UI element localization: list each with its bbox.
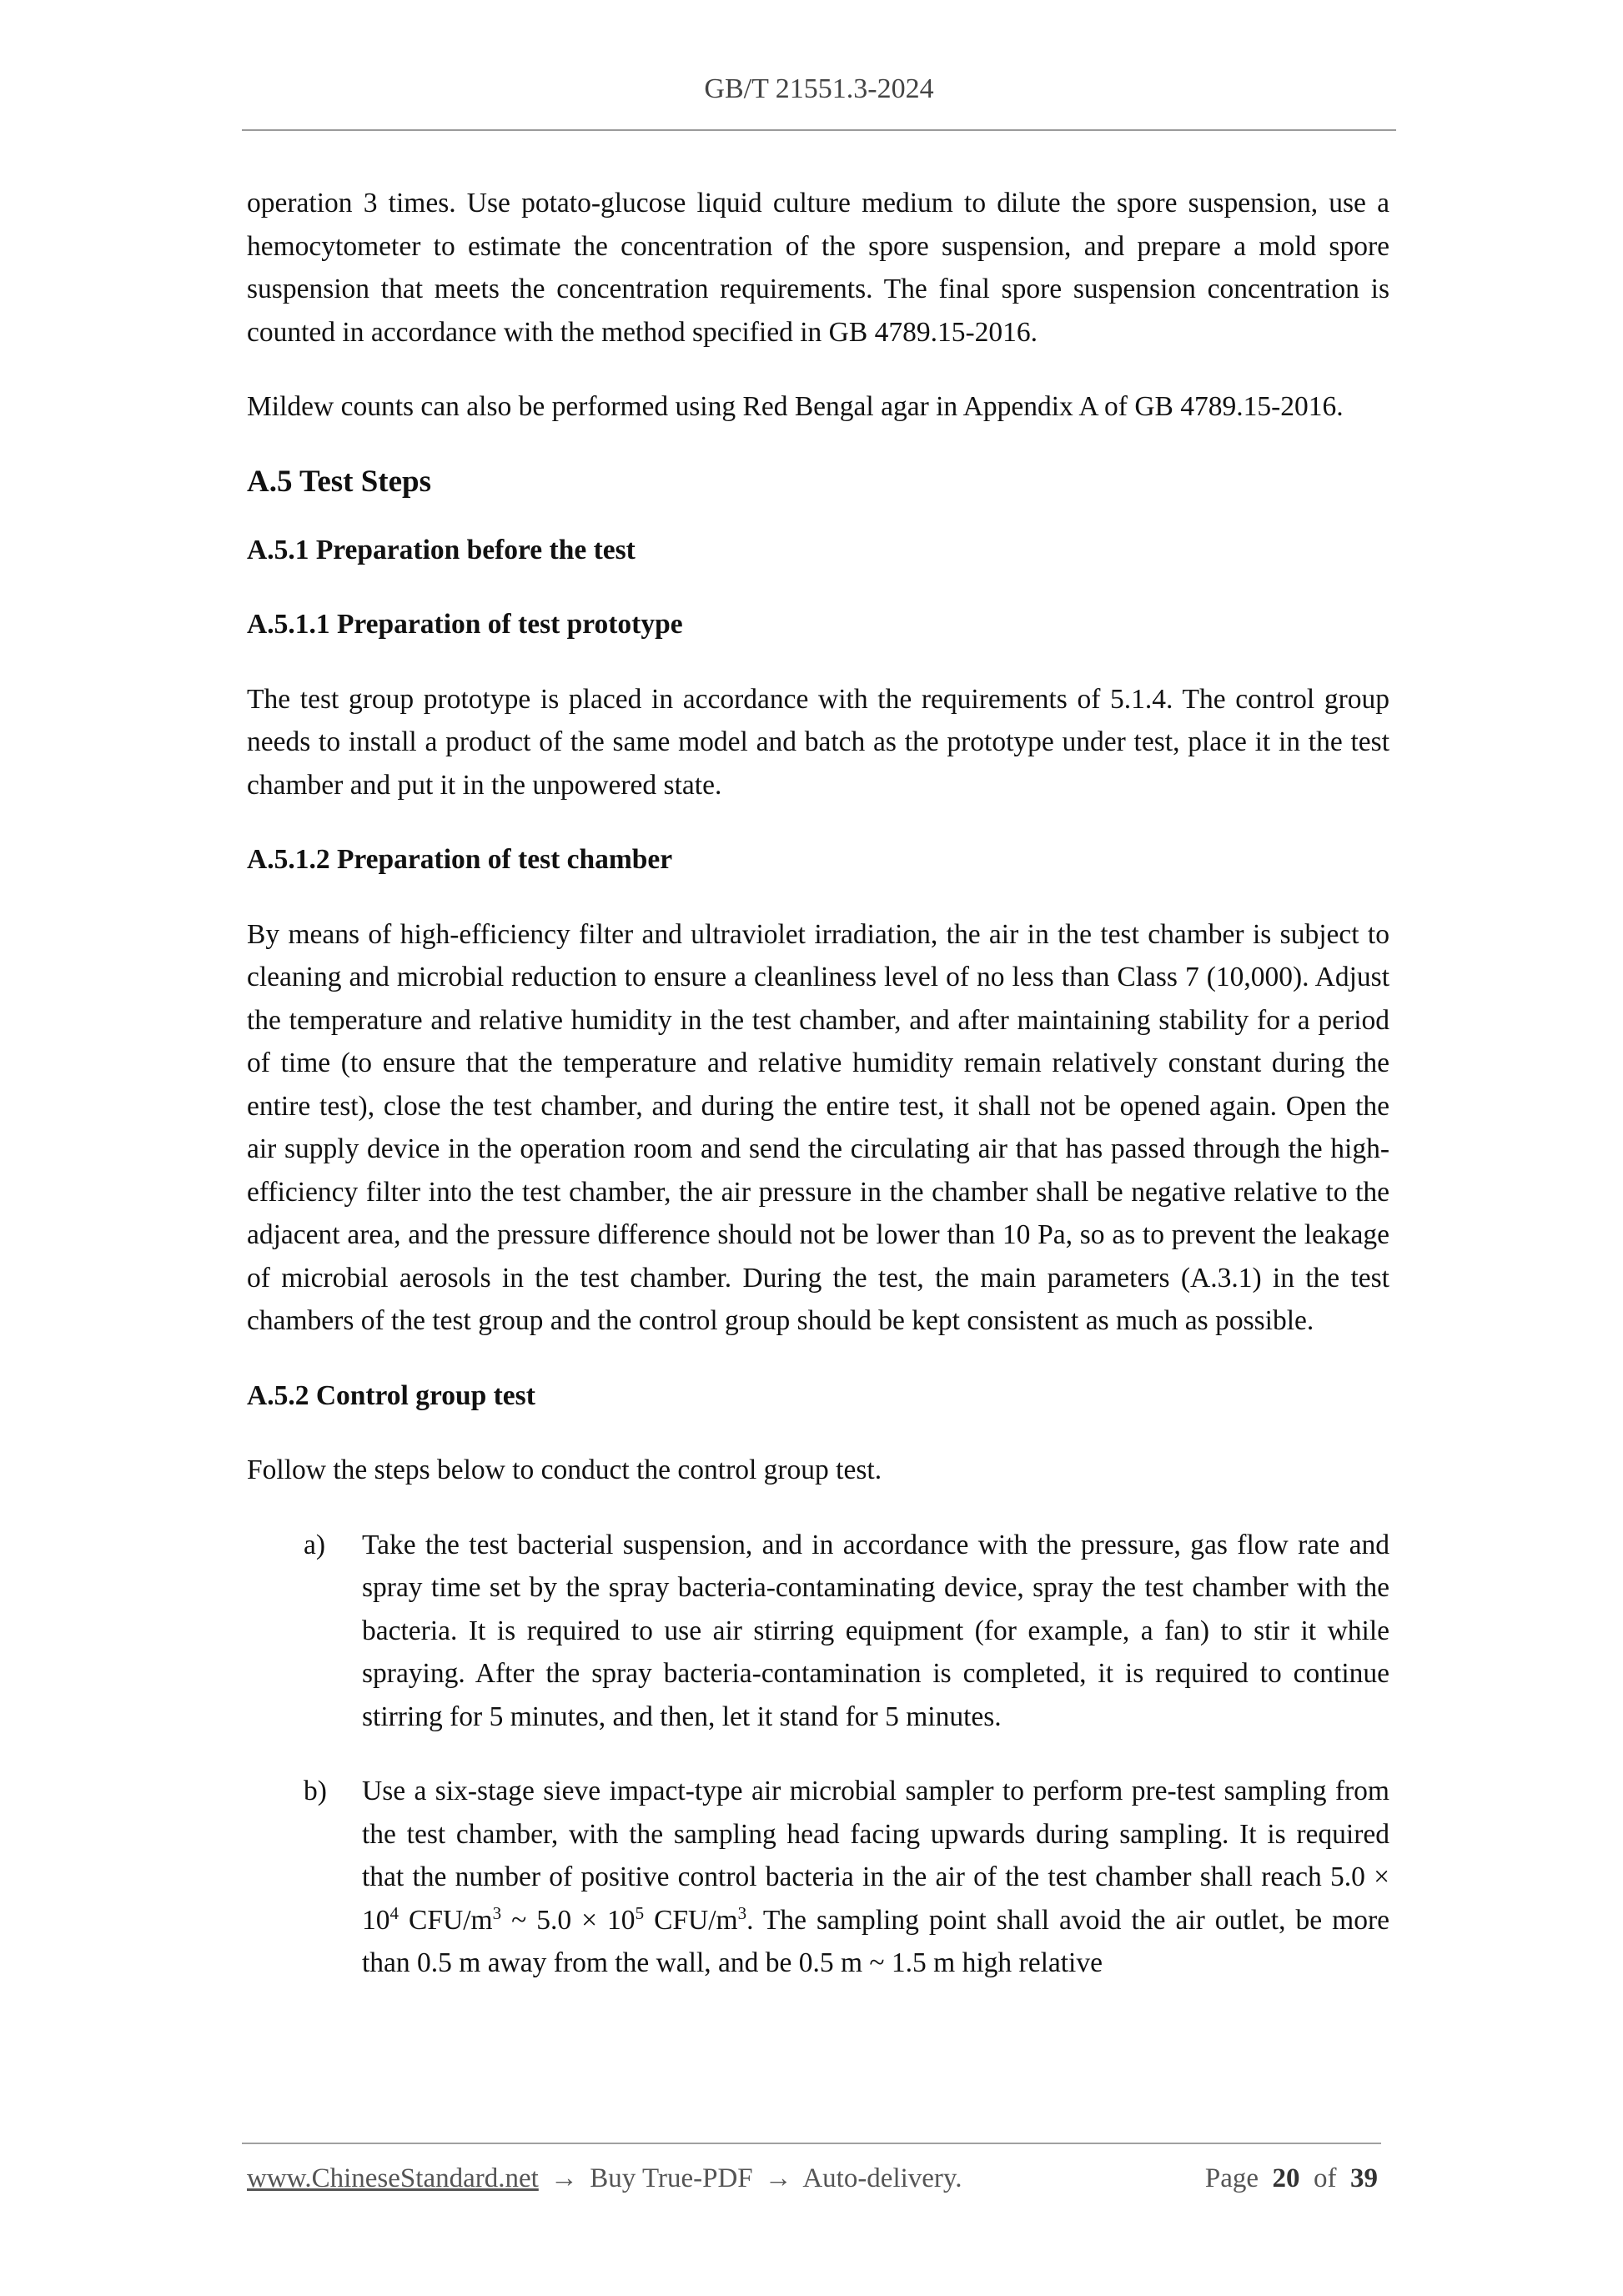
page-label: Page — [1204, 2163, 1259, 2193]
list-text-b-part5: . The sampling point shall avoid the air outlet, be more than 0.5 m away from the wall, and be 0.5 m ~ 1.5 m high relative — [362, 1904, 1389, 1978]
arrow-right-icon: → — [764, 2163, 792, 2193]
exponent-3b: 3 — [737, 1902, 747, 1923]
section-heading-a511: A.5.1.1 Preparation of test prototype — [247, 609, 683, 640]
list-marker-b: b) — [304, 1776, 327, 1806]
section-heading-a51: A.5.1 Preparation before the test — [247, 534, 636, 565]
list-marker-a: a) — [304, 1529, 326, 1560]
list-text-b-part1: Use a six-stage sieve impact-type air microbial sampler to perform pre-test sampling from the test chamber, with the sampling head facing upwards during sampling. It is required that the number of positive control bacteria in the air of the test chamber shall reach 5.0 × 10 — [362, 1776, 1389, 1936]
paragraph-spore-suspension: operation 3 times. Use potato-glucose liquid culture medium to dilute the spore suspension, use a hemocytometer to estimate the concentration of the spore suspension, and prepare a mold spore suspension that meets the concentration requirements. The final spore suspension concentration is counted in accordance with the method specified in GB 4789.15-2016. — [247, 188, 1389, 348]
page-of: of — [1314, 2163, 1337, 2193]
list-text-b — [362, 1776, 1389, 1978]
page-current: 20 — [1272, 2163, 1300, 2193]
header-divider — [242, 129, 1396, 131]
buy-text: Buy True-PDF — [590, 2163, 753, 2193]
footer-divider — [242, 2143, 1381, 2144]
list-text-b-part3: ~ 5.0 × 10 — [501, 1904, 636, 1936]
page-total: 39 — [1350, 2163, 1378, 2193]
exponent-5: 5 — [635, 1902, 645, 1923]
document-body — [247, 182, 1389, 2017]
paragraph-mildew-counts: Mildew counts can also be performed using Red Bengal agar in Appendix A of GB 4789.15-2016. — [247, 391, 1344, 422]
arrow-right-icon: → — [550, 2163, 579, 2193]
paragraph-test-prototype: The test group prototype is placed in accordance with the requirements of 5.1.4. The control group needs to install a product of the same model and batch as the prototype under test, place it in the test chamber and put it in the unpowered state. — [247, 683, 1389, 801]
list-item-a — [247, 1524, 1389, 1739]
section-heading-a5: A.5 Test Steps — [247, 464, 432, 499]
page-header — [242, 73, 1396, 105]
section-heading-a52: A.5.2 Control group test — [247, 1379, 535, 1411]
exponent-3a: 3 — [492, 1902, 502, 1923]
list-text-a: Take the test bacterial suspension, and in accordance with the pressure, gas flow rate and spray time set by the spray bacteria-contaminating device, spray the test chamber with the bacteria. It is required to use air stirring equipment (for example, a fan) to stir it while spraying. After the spray bacteria-contamination is completed, it is required to continue stirring for 5 minutes, and then, let it stand for 5 minutes. — [362, 1529, 1389, 1732]
section-heading-a512: A.5.1.2 Preparation of test chamber — [247, 844, 673, 875]
page-footer — [247, 2163, 1378, 2203]
exponent-4: 4 — [389, 1902, 399, 1923]
footer-promo — [247, 2163, 962, 2194]
paragraph-control-intro: Follow the steps below to conduct the control group test. — [247, 1454, 882, 1485]
list-item-b — [247, 1770, 1389, 1985]
site-link[interactable]: www.ChineseStandard.net — [247, 2163, 539, 2193]
list-text-b-part4: CFU/m — [644, 1904, 738, 1936]
delivery-text: Auto-delivery. — [802, 2163, 962, 2193]
paragraph-test-chamber: By means of high-efficiency filter and ultraviolet irradiation, the air in the test chamber is subject to cleaning and microbial reduction to ensure a cleanliness level of no less than Class 7 (10,000). Adjust the temperature and relative humidity in the test chamber, and after maintaining stability for a period of time (to ensure that the temperature and relative humidity remain relatively constant during the entire test), close the test chamber, and during the entire test, it shall not be opened again. Open the air supply device in the operation room and send the circulating air that has passed through the high-efficiency filter into the test chamber, the air pressure in the chamber shall be negative relative to the adjacent area, and the pressure difference should not be lower than 10 Pa, so as to prevent the leakage of microbial aerosols in the test chamber. During the test, the main parameters (A.3.1) in the test chambers of the test group and the control group should be kept consistent as much as possible. — [247, 918, 1389, 1336]
page-number — [1205, 2163, 1378, 2194]
standard-code: GB/T 21551.3-2024 — [704, 73, 934, 104]
list-text-b-part2: CFU/m — [399, 1904, 493, 1936]
